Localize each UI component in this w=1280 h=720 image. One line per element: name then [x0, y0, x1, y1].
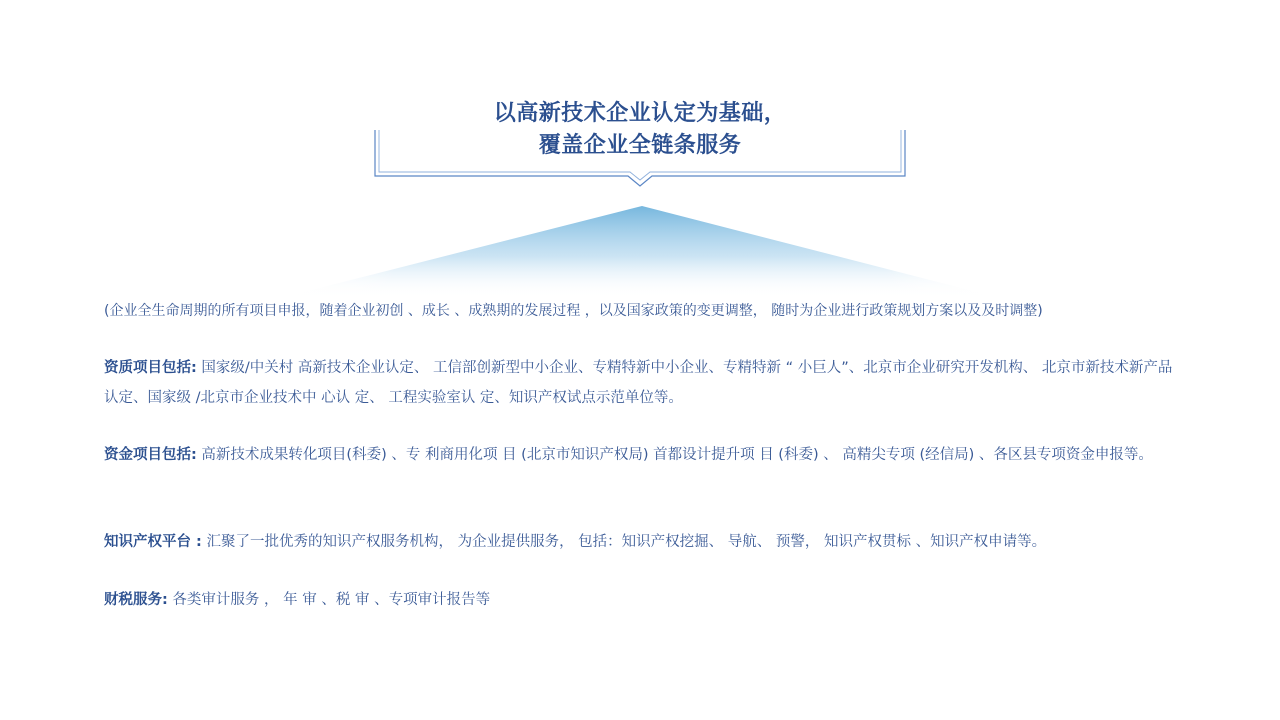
section-tax-label: 财税服务:: [104, 592, 168, 608]
section-ip-text: 汇聚了一批优秀的知识产权服务机构， 为企业提供服务， 包括：知识产权挖掘、 导航、 预警， 知识产权贯标 、知识产权申请等。: [201, 534, 1047, 550]
headline-line-2: 覆盖企业全链条服务: [538, 133, 742, 158]
section-ip-platform: [104, 527, 1184, 557]
headline: [380, 98, 900, 162]
section-tax-text: 各类审计服务 ， 年 审 、税 审 、专项审计报告等: [167, 592, 491, 608]
section-funding: [104, 440, 1184, 470]
section-qualification: [104, 353, 1184, 413]
spotlight-gradient: [260, 200, 1020, 300]
section-funding-label: 资金项目包括:: [104, 447, 197, 463]
section-qualification-text: 国家级/中关村 高新技术企业认定、 工信部创新型中小企业、专精特新中小企业、专精特新 “ 小巨人”、北京市企业研究开发机构、 北京市新技术新产品认定、国家级 /北京市企业技术中 心认 定、 工程实验室认 定、知识产权试点示范单位等。: [104, 360, 1173, 406]
headline-line-1: 以高新技术企业认定为基础，: [493, 101, 787, 126]
section-tax-services: [104, 585, 1184, 615]
section-ip-label: 知识产权平台 :: [104, 534, 202, 550]
section-qualification-label: 资质项目包括:: [104, 360, 197, 376]
section-funding-text: 高新技术成果转化项目(科委) 、专 利商用化项 目 (北京市知识产权局) 首都设计提升项 目 (科委) 、 高精尖专项 (经信局) 、各区县专项资金申报等。: [196, 447, 1153, 463]
intro-text: (企业全生命周期的所有项目申报，随着企业初创 、成长 、成熟期的发展过程 ，以及国家政策的变更调整， 随时为企业进行政策规划方案以及及时调整): [104, 303, 1043, 319]
